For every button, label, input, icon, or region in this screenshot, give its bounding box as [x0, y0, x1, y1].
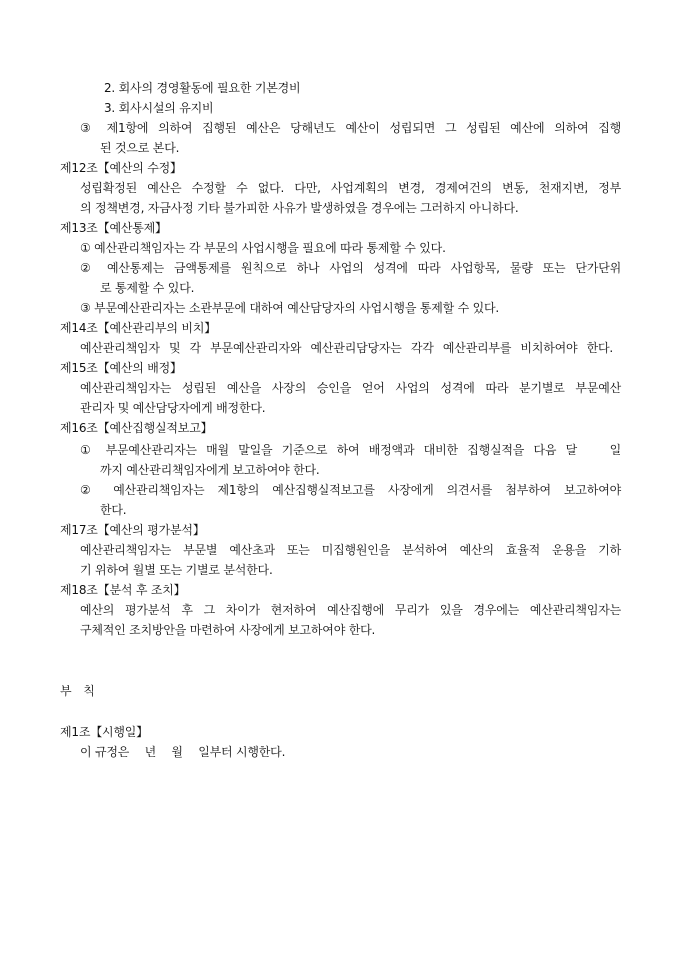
paragraph-3-line-1: ③ 제1항에 의하여 집행된 예산은 당해년도 예산이 성립되면 그 성립된 예산에 의하여 집행 — [80, 121, 621, 135]
article-16-paragraph-1-line-1: ① 부문예산관리자는 매월 말일을 기준으로 하여 배정액과 대비한 집행실적을 다음 달 일 — [80, 443, 621, 457]
article-13-paragraph-3: ③ 부문예산관리자는 소관부문에 대하여 예산담당자의 사업시행을 통제할 수 있다. — [80, 301, 500, 315]
article-15-title: 제15조【예산의 배정】 — [60, 361, 182, 375]
paragraph-3-line-2: 된 것으로 본다. — [100, 141, 180, 155]
supplement-article-1-title: 제1조【시행일】 — [60, 725, 148, 739]
article-15-line-1: 예산관리책임자는 성립된 예산을 사장의 승인을 얻어 사업의 성격에 따라 분기별로 부문예산 — [80, 381, 621, 395]
article-17-title: 제17조【예산의 평가분석】 — [60, 523, 205, 537]
article-17-line-2: 기 위하여 월별 또는 기별로 분석한다. — [80, 563, 273, 577]
article-16-paragraph-2-line-1: ② 예산관리책임자는 제1항의 예산집행실적보고를 사장에게 의견서를 첨부하여 보고하여야 — [80, 483, 621, 497]
article-12-title: 제12조【예산의 수정】 — [60, 161, 182, 175]
article-14-title: 제14조【예산관리부의 비치】 — [60, 321, 217, 335]
article-16-paragraph-1-line-2: 까지 예산관리책임자에게 보고하여야 한다. — [100, 463, 320, 477]
article-16-paragraph-2-line-2: 한다. — [100, 503, 127, 517]
article-18-title: 제18조【분석 후 조치】 — [60, 583, 186, 597]
list-item-3: 3. 회사시설의 유지비 — [104, 101, 214, 115]
supplement-heading: 부 칙 — [60, 684, 95, 698]
article-13-paragraph-1: ① 예산관리책임자는 각 부문의 사업시행을 필요에 따라 통제할 수 있다. — [80, 241, 446, 255]
article-18-line-1: 예산의 평가분석 후 그 차이가 현저하여 예산집행에 무리가 있을 경우에는 예산관리책임자는 — [80, 603, 621, 617]
article-13-paragraph-2-line-2: 로 통제할 수 있다. — [100, 281, 195, 295]
article-12-line-1: 성립확정된 예산은 수정할 수 없다. 다만, 사업계획의 변경, 경제여건의 변동, 천재지변, 정부 — [80, 181, 621, 195]
article-14-line-1: 예산관리책임자 및 각 부문예산관리자와 예산관리담당자는 각각 예산관리부를 비치하여야 한다. — [80, 341, 613, 355]
article-12-line-2: 의 정책변경, 자금사정 기타 불가피한 사유가 발생하였을 경우에는 그러하지 아니하다. — [80, 201, 519, 215]
article-13-paragraph-2-line-1: ② 예산통제는 금액통제를 원칙으로 하나 사업의 성격에 따라 사업항목, 물량 또는 단가단위 — [80, 261, 621, 275]
article-15-line-2: 관리자 및 예산담당자에게 배정한다. — [80, 401, 266, 415]
article-18-line-2: 구체적인 조치방안을 마련하여 사장에게 보고하여야 한다. — [80, 623, 376, 637]
article-16-title: 제16조【예산집행실적보고】 — [60, 421, 213, 435]
supplement-article-1-text: 이 규정은 년 월 일부터 시행한다. — [80, 745, 286, 759]
article-13-title: 제13조【예산통제】 — [60, 221, 167, 235]
article-17-line-1: 예산관리책임자는 부문별 예산초과 또는 미집행원인을 분석하여 예산의 효율적 운용을 기하 — [80, 543, 621, 557]
list-item-2: 2. 회사의 경영활동에 필요한 기본경비 — [104, 81, 301, 95]
